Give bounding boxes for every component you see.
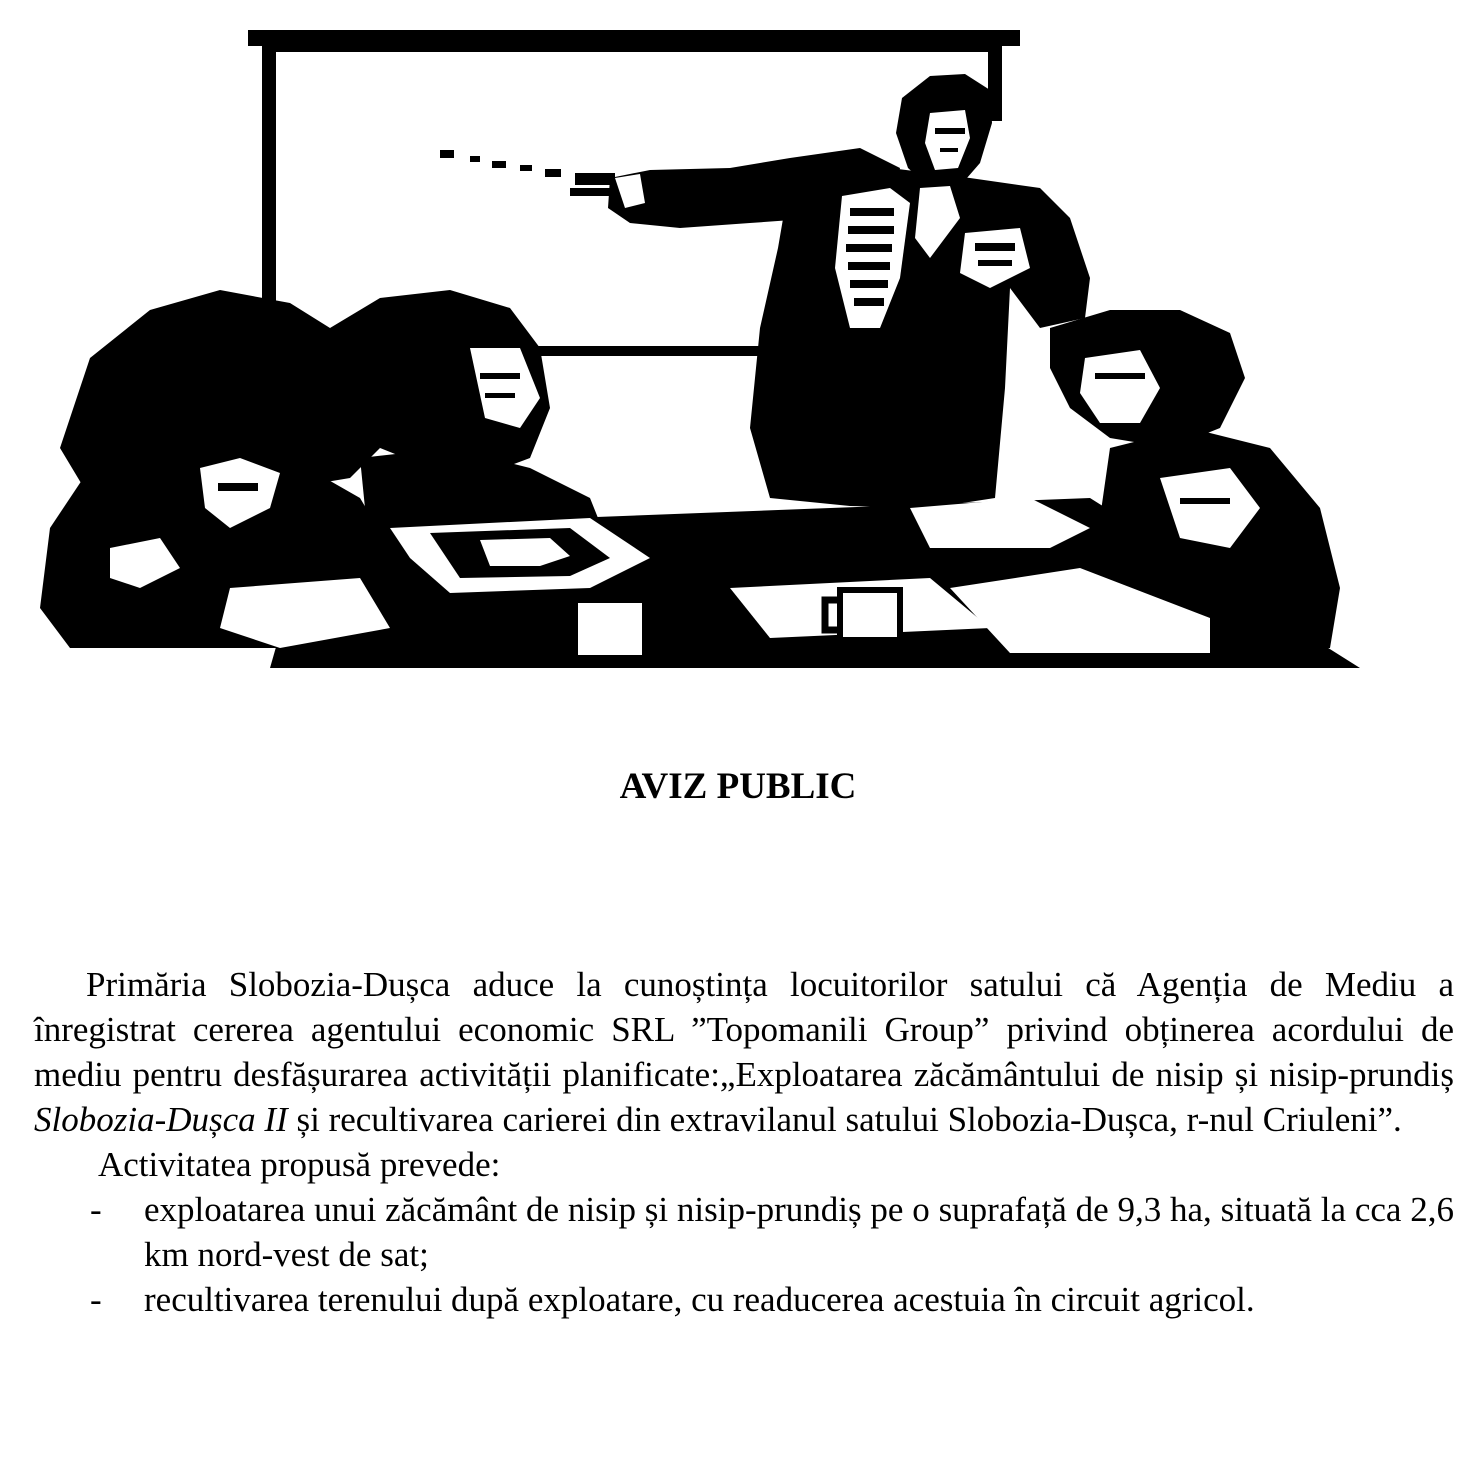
deposit-name: Slobozia-Dușca II bbox=[34, 1100, 288, 1139]
pointer-stick bbox=[440, 150, 620, 196]
list-item bbox=[34, 1277, 1454, 1322]
notice-body bbox=[34, 962, 1454, 1322]
list-marker: - bbox=[90, 1280, 102, 1319]
meeting-presentation-icon bbox=[30, 28, 1370, 673]
notice-title: AVIZ PUBLIC bbox=[619, 766, 857, 807]
notice-paragraph-intro: Activitatea propusă prevede: bbox=[98, 1145, 501, 1184]
list-item-text: recultivarea terenului după exploatare, cu readucerea acestuia în circuit agricol. bbox=[144, 1280, 1255, 1319]
list-item-text: exploatarea unui zăcământ de nisip și nisip-prundiș pe o suprafață de 9,3 ha, situată la cca 2,6 km nord-vest de sat; bbox=[144, 1190, 1454, 1274]
list-item bbox=[34, 1187, 1454, 1277]
notice-paragraph-main bbox=[34, 962, 1454, 1142]
paragraph-text-part1: Primăria Slobozia-Dușca aduce la cunoștința locuitorilor satului că Agenția de Mediu a înregistrat cererea agentului economic SRL ”Topomanili Group” privind obținerea acordului de mediu pentru desfășurarea activității planificate:„Exploatarea zăcământului de nisip și nisip-prundiș bbox=[34, 965, 1454, 1094]
paragraph-text-part2: și recultivarea carierei din extravilanul satului Slobozia-Dușca, r-nul Criuleni”. bbox=[287, 1100, 1402, 1139]
activity-list bbox=[34, 1187, 1454, 1322]
presenter-figure bbox=[608, 74, 1090, 508]
list-marker: - bbox=[90, 1190, 102, 1229]
